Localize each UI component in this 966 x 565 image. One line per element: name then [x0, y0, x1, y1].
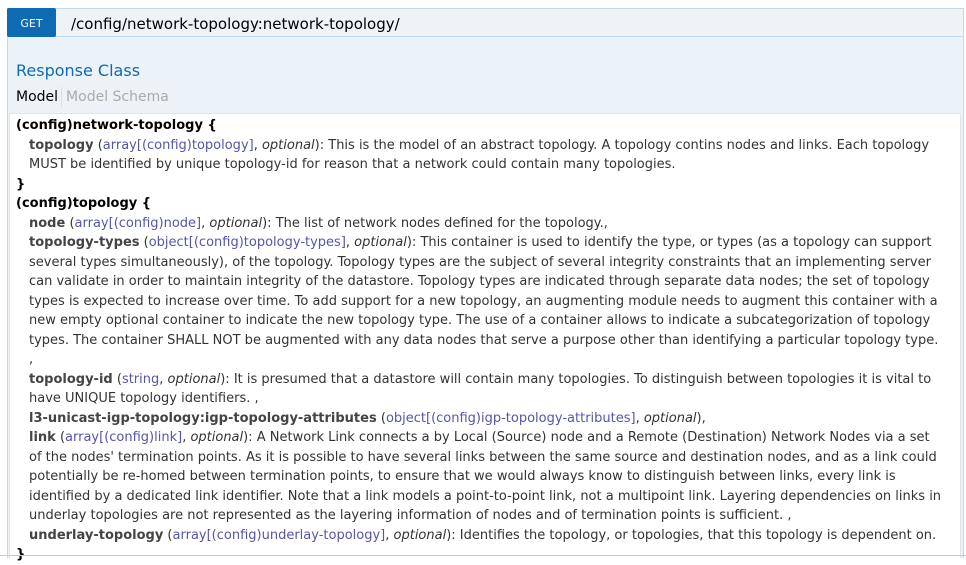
endpoint-path[interactable]: /config/network-topology:network-topology/ [71, 15, 400, 33]
property-type: array[(config)link] [65, 430, 183, 445]
property-name: topology-id [29, 371, 113, 387]
model-description [16, 116, 946, 565]
paren-open: ( [65, 215, 75, 231]
separator: , [182, 430, 191, 445]
optional-flag: optional [643, 410, 697, 426]
paren-close: ), [696, 410, 706, 426]
model-name: (config)network-topology { [16, 118, 217, 133]
property-description: This is the model of an abstract topology. A topology contins nodes and links. Each topology MUST be identified by unique topology-id for reason that a network could contain many topologies. [29, 137, 930, 172]
model-property [16, 214, 946, 234]
tab-model-schema[interactable]: Model Schema [61, 87, 169, 107]
paren-open: ( [93, 137, 103, 153]
optional-flag: optional [393, 527, 447, 543]
paren-close: ): [243, 430, 257, 445]
model-close-brace: } [16, 176, 26, 192]
optional-flag: optional [261, 137, 315, 153]
model-tabs [16, 87, 169, 107]
optional-flag: optional [190, 430, 244, 445]
paren-close: ): [314, 137, 329, 153]
separator: , [635, 410, 644, 426]
property-type: string [121, 371, 160, 387]
separator: , [201, 215, 210, 231]
paren-close: ): [262, 215, 276, 231]
property-type: object[(config)igp-topology-attributes] [385, 410, 636, 426]
tab-model[interactable]: Model [16, 89, 59, 105]
optional-flag: optional [209, 215, 263, 231]
model-property [16, 370, 946, 409]
property-description: Identifies the topology, or topologies, that this topology is dependent on. [459, 527, 937, 543]
model-name: (config)topology { [16, 196, 152, 211]
model-property [16, 233, 946, 370]
paren-open: ( [139, 235, 149, 250]
paren-open: ( [163, 527, 173, 543]
property-type: array[(config)topology] [102, 137, 254, 153]
optional-flag: optional [354, 235, 407, 250]
property-name: l3-unicast-igp-topology:igp-topology-attributes [29, 410, 377, 426]
property-name: node [29, 215, 66, 231]
separator: , [159, 371, 168, 387]
model-property [16, 526, 946, 546]
paren-close: ): [220, 371, 234, 387]
model-property [16, 409, 946, 429]
response-class-title: Response Class [16, 61, 141, 80]
property-type: array[(config)node] [74, 215, 202, 231]
http-method-badge[interactable]: GET [7, 8, 56, 37]
property-description: The list of network nodes defined for the topology., [275, 215, 608, 231]
paren-open: ( [376, 410, 386, 426]
paren-open: ( [55, 430, 66, 445]
property-description: A Network Link connects a by Local (Source) node and a Remote (Destination) Network Nodes via a set of the nodes' termination points. As it is possible to have several links between the same source and destination nodes, and as a link could potentially be re-homed between termination points, to ensure that we would always know to distinguish between links, every link is identified by a dedicated link identifier. Note that a link models a point-to-point link, not a multipoint link. Layering dependencies on links in underlay topologies are not represented as the layering information of nodes and of termination points is sufficient. , [29, 430, 942, 523]
divider [0, 555, 966, 556]
optional-flag: optional [167, 371, 221, 387]
model-property [16, 428, 946, 526]
separator: , [385, 527, 394, 543]
paren-open: ( [112, 371, 122, 387]
property-type: array[(config)underlay-topology] [172, 527, 386, 543]
property-name: link [29, 430, 56, 445]
property-name: topology-types [29, 235, 140, 250]
model-property [16, 136, 946, 175]
property-description: This container is used to identify the type, or types (as a topology can support several types simultaneously), of the topology. Topology types are the subject of several integrity constraints that an implementing server can validate in order to maintain integrity of the datastore. Topology types are indicated through separate data nodes; the set of topology types is expected to increase over time. To add support for a new topology, an augmenting module needs to augment this container with a new empty optional container to indicate the new topology type. The use of a container allows to indicate a subcategorization of topology types. The container SHALL NOT be augmented with any data nodes that serve a purpose other than identifying a particular topology type. , [29, 235, 939, 367]
property-name: topology [29, 137, 94, 153]
property-type: object[(config)topology-types] [148, 235, 346, 250]
paren-close: ): [406, 235, 421, 250]
paren-close: ): [446, 527, 460, 543]
separator: , [345, 235, 355, 250]
property-name: underlay-topology [29, 527, 164, 543]
property-description: It is presumed that a datastore will contain many topologies. To distinguish between topologies it is vital to have UNIQUE topology identifiers. , [29, 371, 932, 406]
separator: , [253, 137, 262, 153]
operation-header[interactable] [7, 8, 964, 37]
